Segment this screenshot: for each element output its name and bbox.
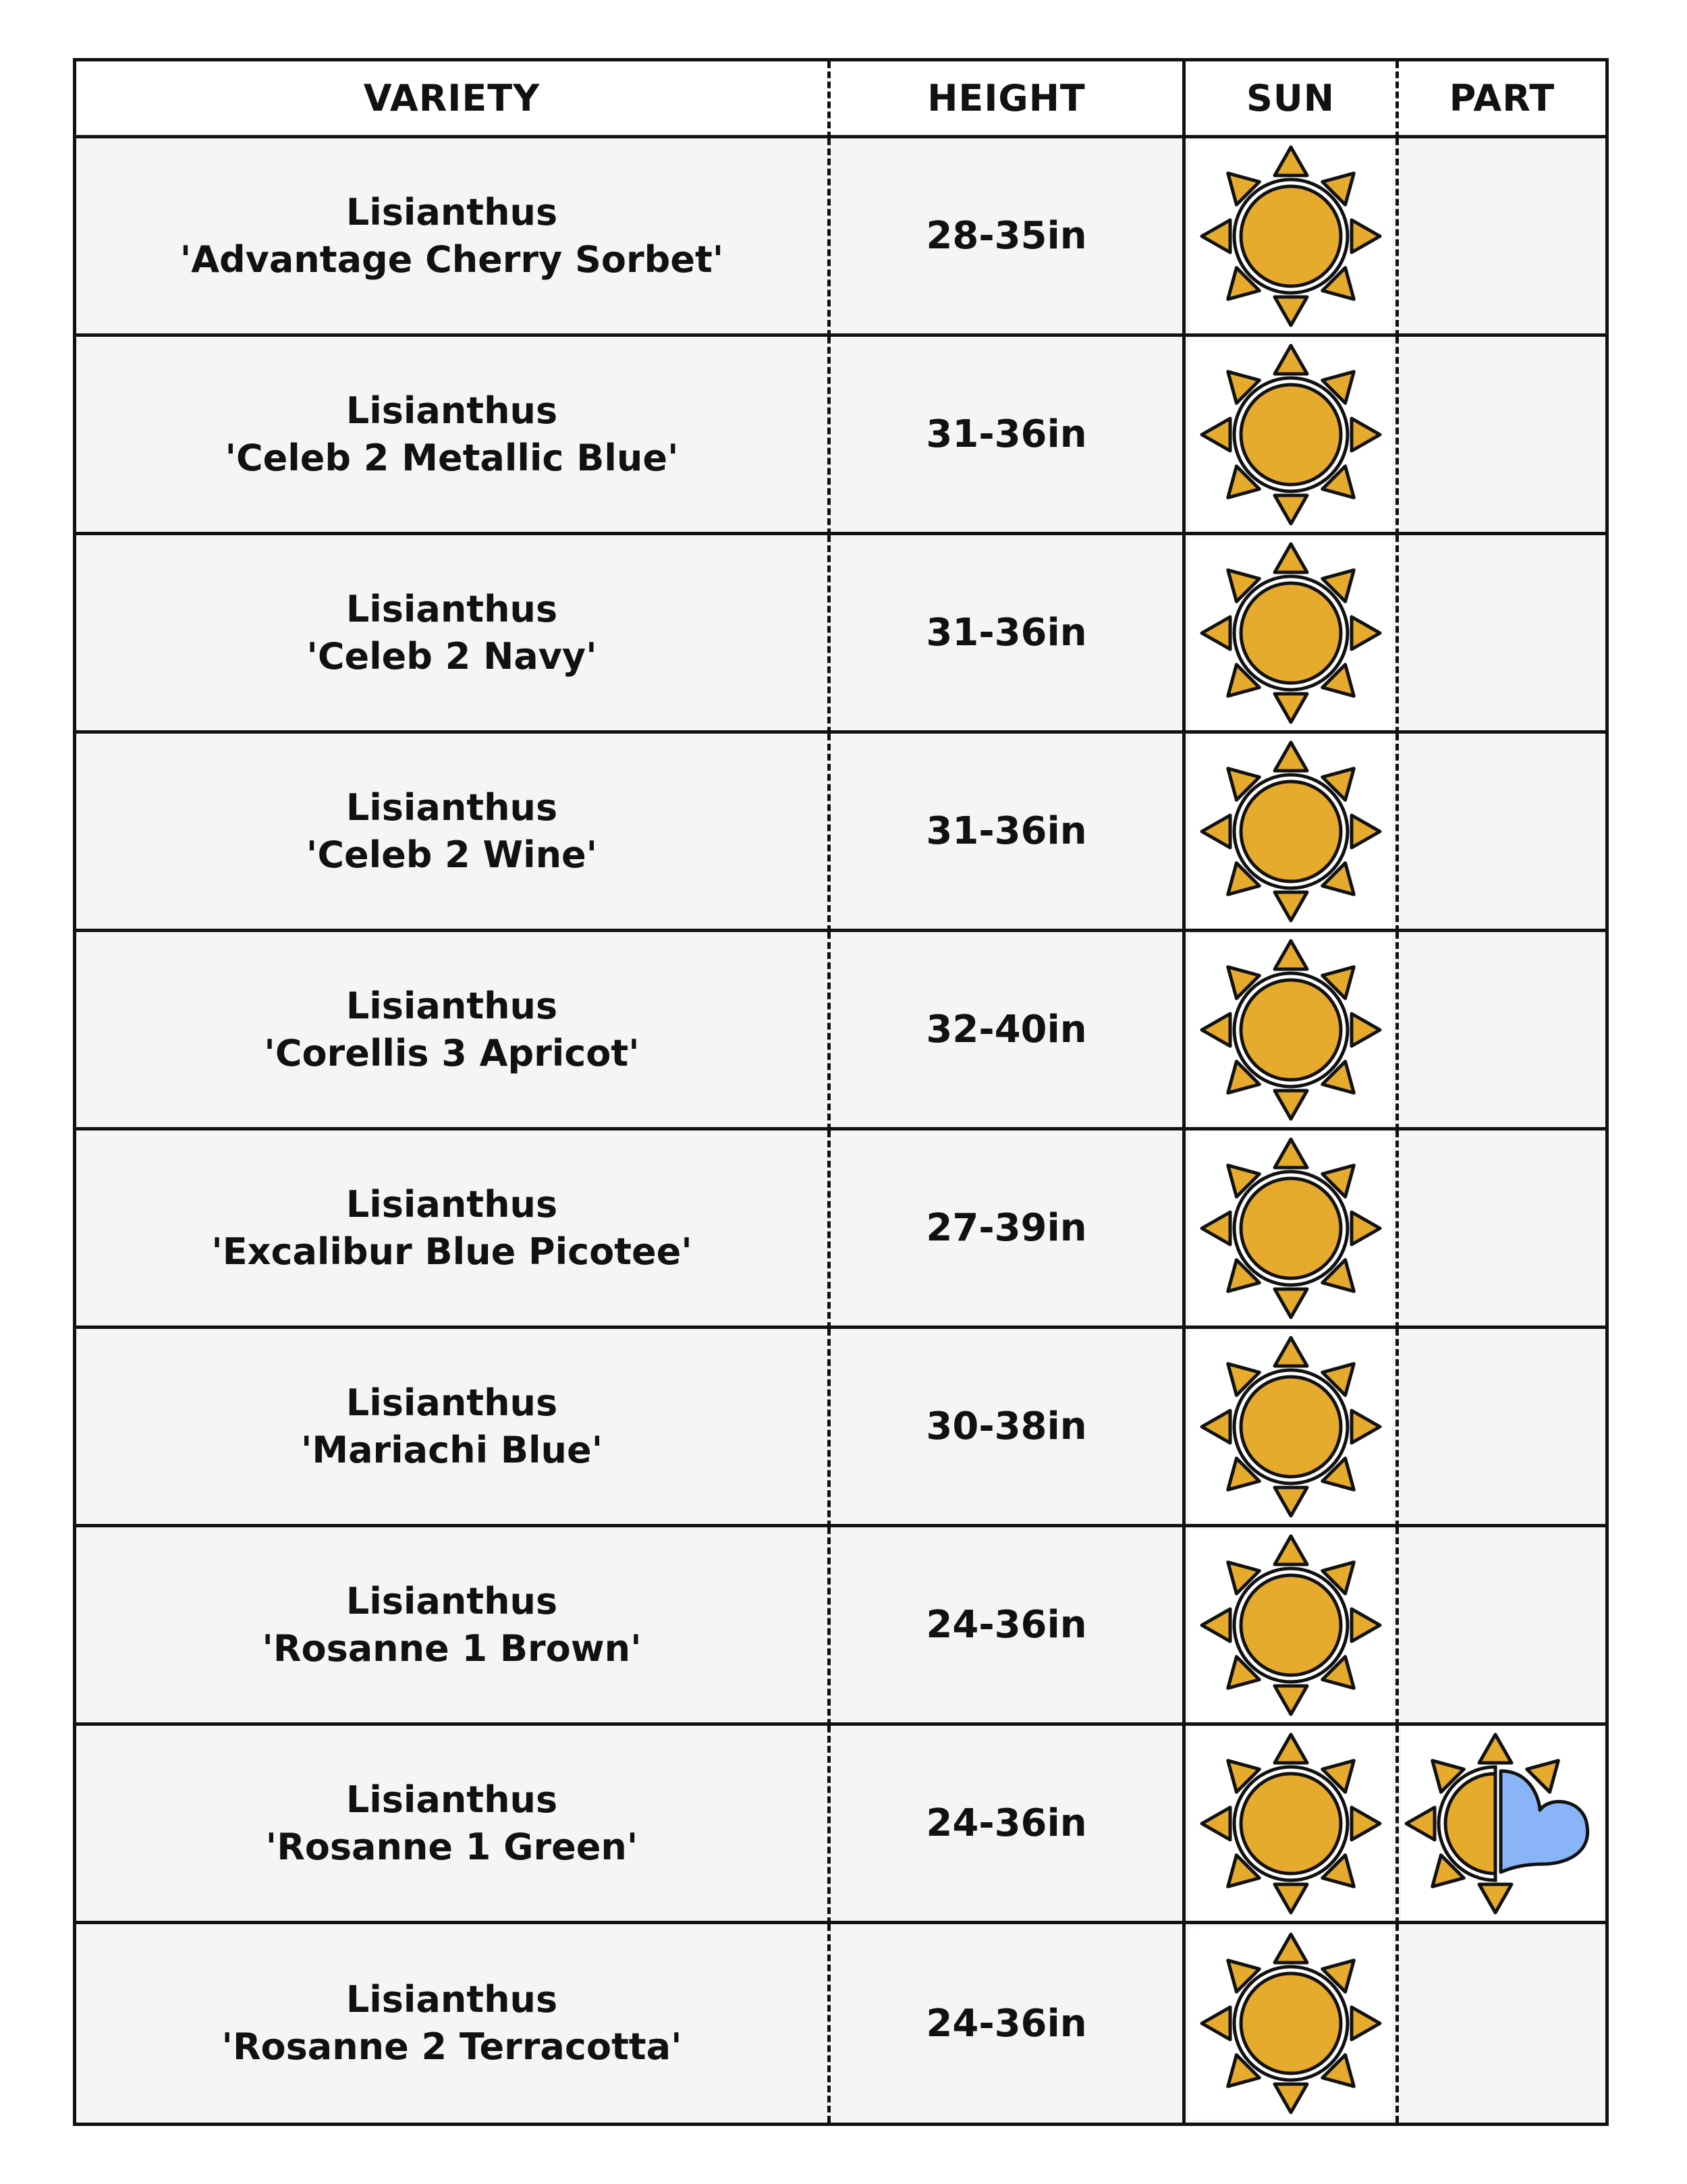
variety-genus: Lisianthus xyxy=(345,1579,558,1622)
full-sun-icon xyxy=(1196,935,1385,1124)
height-value: 31-36in xyxy=(926,611,1087,655)
height-cell xyxy=(831,1726,1186,1924)
sun-icon-box xyxy=(1190,1132,1392,1325)
header-sun: SUN xyxy=(1186,61,1399,138)
part-icon-box xyxy=(1401,1727,1603,1920)
height-cell xyxy=(831,1130,1186,1329)
variety-name xyxy=(221,1976,682,2071)
sun-icon-box xyxy=(1190,1330,1392,1523)
plant-table xyxy=(73,58,1609,2126)
variety-name xyxy=(306,784,597,879)
variety-genus: Lisianthus xyxy=(345,1778,558,1821)
variety-genus: Lisianthus xyxy=(345,1381,558,1424)
variety-cultivar: 'Mariachi Blue' xyxy=(300,1428,603,1471)
part-sun-icon xyxy=(1401,1729,1603,1918)
variety-genus: Lisianthus xyxy=(345,984,558,1027)
sun-icon-box xyxy=(1190,338,1392,531)
variety-name xyxy=(180,189,724,283)
height-cell xyxy=(831,535,1186,734)
height-value: 24-36in xyxy=(926,1603,1087,1647)
header-part: PART xyxy=(1399,61,1605,138)
part-cell xyxy=(1399,1924,1605,2123)
variety-genus: Lisianthus xyxy=(345,190,558,234)
full-sun-icon xyxy=(1196,1332,1385,1521)
variety-cell xyxy=(76,932,831,1130)
variety-genus: Lisianthus xyxy=(345,1182,558,1226)
sun-cell xyxy=(1186,1527,1399,1726)
height-value: 31-36in xyxy=(926,412,1087,456)
sun-icon-box xyxy=(1190,140,1392,333)
sun-icon-box xyxy=(1190,735,1392,928)
height-value: 31-36in xyxy=(926,809,1087,853)
header-variety: VARIETY xyxy=(76,61,831,138)
variety-name xyxy=(264,983,639,1077)
variety-name xyxy=(225,387,679,482)
height-value: 27-39in xyxy=(926,1206,1087,1250)
full-sun-icon xyxy=(1196,737,1385,926)
part-cell xyxy=(1399,1329,1605,1527)
sun-cell xyxy=(1186,1329,1399,1527)
variety-genus: Lisianthus xyxy=(345,389,558,432)
sun-icon-box xyxy=(1190,933,1392,1126)
full-sun-icon xyxy=(1196,539,1385,728)
variety-cell xyxy=(76,734,831,932)
variety-cell xyxy=(76,138,831,337)
variety-genus: Lisianthus xyxy=(345,786,558,829)
sun-cell xyxy=(1186,535,1399,734)
variety-cultivar: 'Excalibur Blue Picotee' xyxy=(211,1230,692,1273)
sun-cell xyxy=(1186,734,1399,932)
height-value: 32-40in xyxy=(926,1008,1087,1052)
height-cell xyxy=(831,337,1186,535)
variety-cell xyxy=(76,337,831,535)
sun-cell xyxy=(1186,337,1399,535)
sun-cell xyxy=(1186,138,1399,337)
part-cell xyxy=(1399,535,1605,734)
variety-cell xyxy=(76,1924,831,2123)
part-cell xyxy=(1399,1726,1605,1924)
variety-cell xyxy=(76,1726,831,1924)
height-value: 30-38in xyxy=(926,1404,1087,1448)
height-value: 24-36in xyxy=(926,1801,1087,1845)
variety-name xyxy=(262,1578,641,1672)
variety-cultivar: 'Celeb 2 Navy' xyxy=(306,634,597,678)
variety-name xyxy=(211,1181,692,1276)
height-cell xyxy=(831,734,1186,932)
height-cell xyxy=(831,932,1186,1130)
full-sun-icon xyxy=(1196,1531,1385,1720)
sun-cell xyxy=(1186,1726,1399,1924)
sun-cell xyxy=(1186,1924,1399,2123)
part-cell xyxy=(1399,1130,1605,1329)
full-sun-icon xyxy=(1196,142,1385,331)
part-cell xyxy=(1399,1527,1605,1726)
full-sun-icon xyxy=(1196,340,1385,529)
variety-cell xyxy=(76,1130,831,1329)
sun-icon-box xyxy=(1190,1727,1392,1920)
variety-cultivar: 'Rosanne 1 Green' xyxy=(265,1825,638,1868)
variety-cultivar: 'Advantage Cherry Sorbet' xyxy=(179,238,724,281)
variety-cultivar: 'Corellis 3 Apricot' xyxy=(264,1031,640,1074)
height-cell xyxy=(831,1924,1186,2123)
variety-cell xyxy=(76,1329,831,1527)
variety-cultivar: 'Celeb 2 Wine' xyxy=(306,833,598,876)
height-cell xyxy=(831,138,1186,337)
variety-cultivar: 'Rosanne 1 Brown' xyxy=(262,1627,642,1670)
height-cell xyxy=(831,1329,1186,1527)
variety-genus: Lisianthus xyxy=(345,587,558,630)
sun-cell xyxy=(1186,932,1399,1130)
variety-cell xyxy=(76,535,831,734)
part-cell xyxy=(1399,734,1605,932)
header-height: HEIGHT xyxy=(831,61,1186,138)
height-value: 24-36in xyxy=(926,2001,1087,2046)
full-sun-icon xyxy=(1196,1729,1385,1918)
sun-cell xyxy=(1186,1130,1399,1329)
variety-name xyxy=(301,1380,603,1474)
height-value: 28-35in xyxy=(926,214,1087,258)
variety-cell xyxy=(76,1527,831,1726)
sun-icon-box xyxy=(1190,1529,1392,1722)
height-cell xyxy=(831,1527,1186,1726)
variety-cultivar: 'Rosanne 2 Terracotta' xyxy=(221,2025,682,2068)
full-sun-icon xyxy=(1196,1134,1385,1323)
variety-name xyxy=(266,1776,638,1871)
variety-cultivar: 'Celeb 2 Metallic Blue' xyxy=(225,436,679,479)
sun-icon-box xyxy=(1190,537,1392,730)
part-cell xyxy=(1399,138,1605,337)
full-sun-icon xyxy=(1196,1929,1385,2118)
variety-genus: Lisianthus xyxy=(345,1978,558,2021)
variety-name xyxy=(306,586,597,680)
part-cell xyxy=(1399,337,1605,535)
part-cell xyxy=(1399,932,1605,1130)
sun-icon-box xyxy=(1190,1927,1392,2120)
